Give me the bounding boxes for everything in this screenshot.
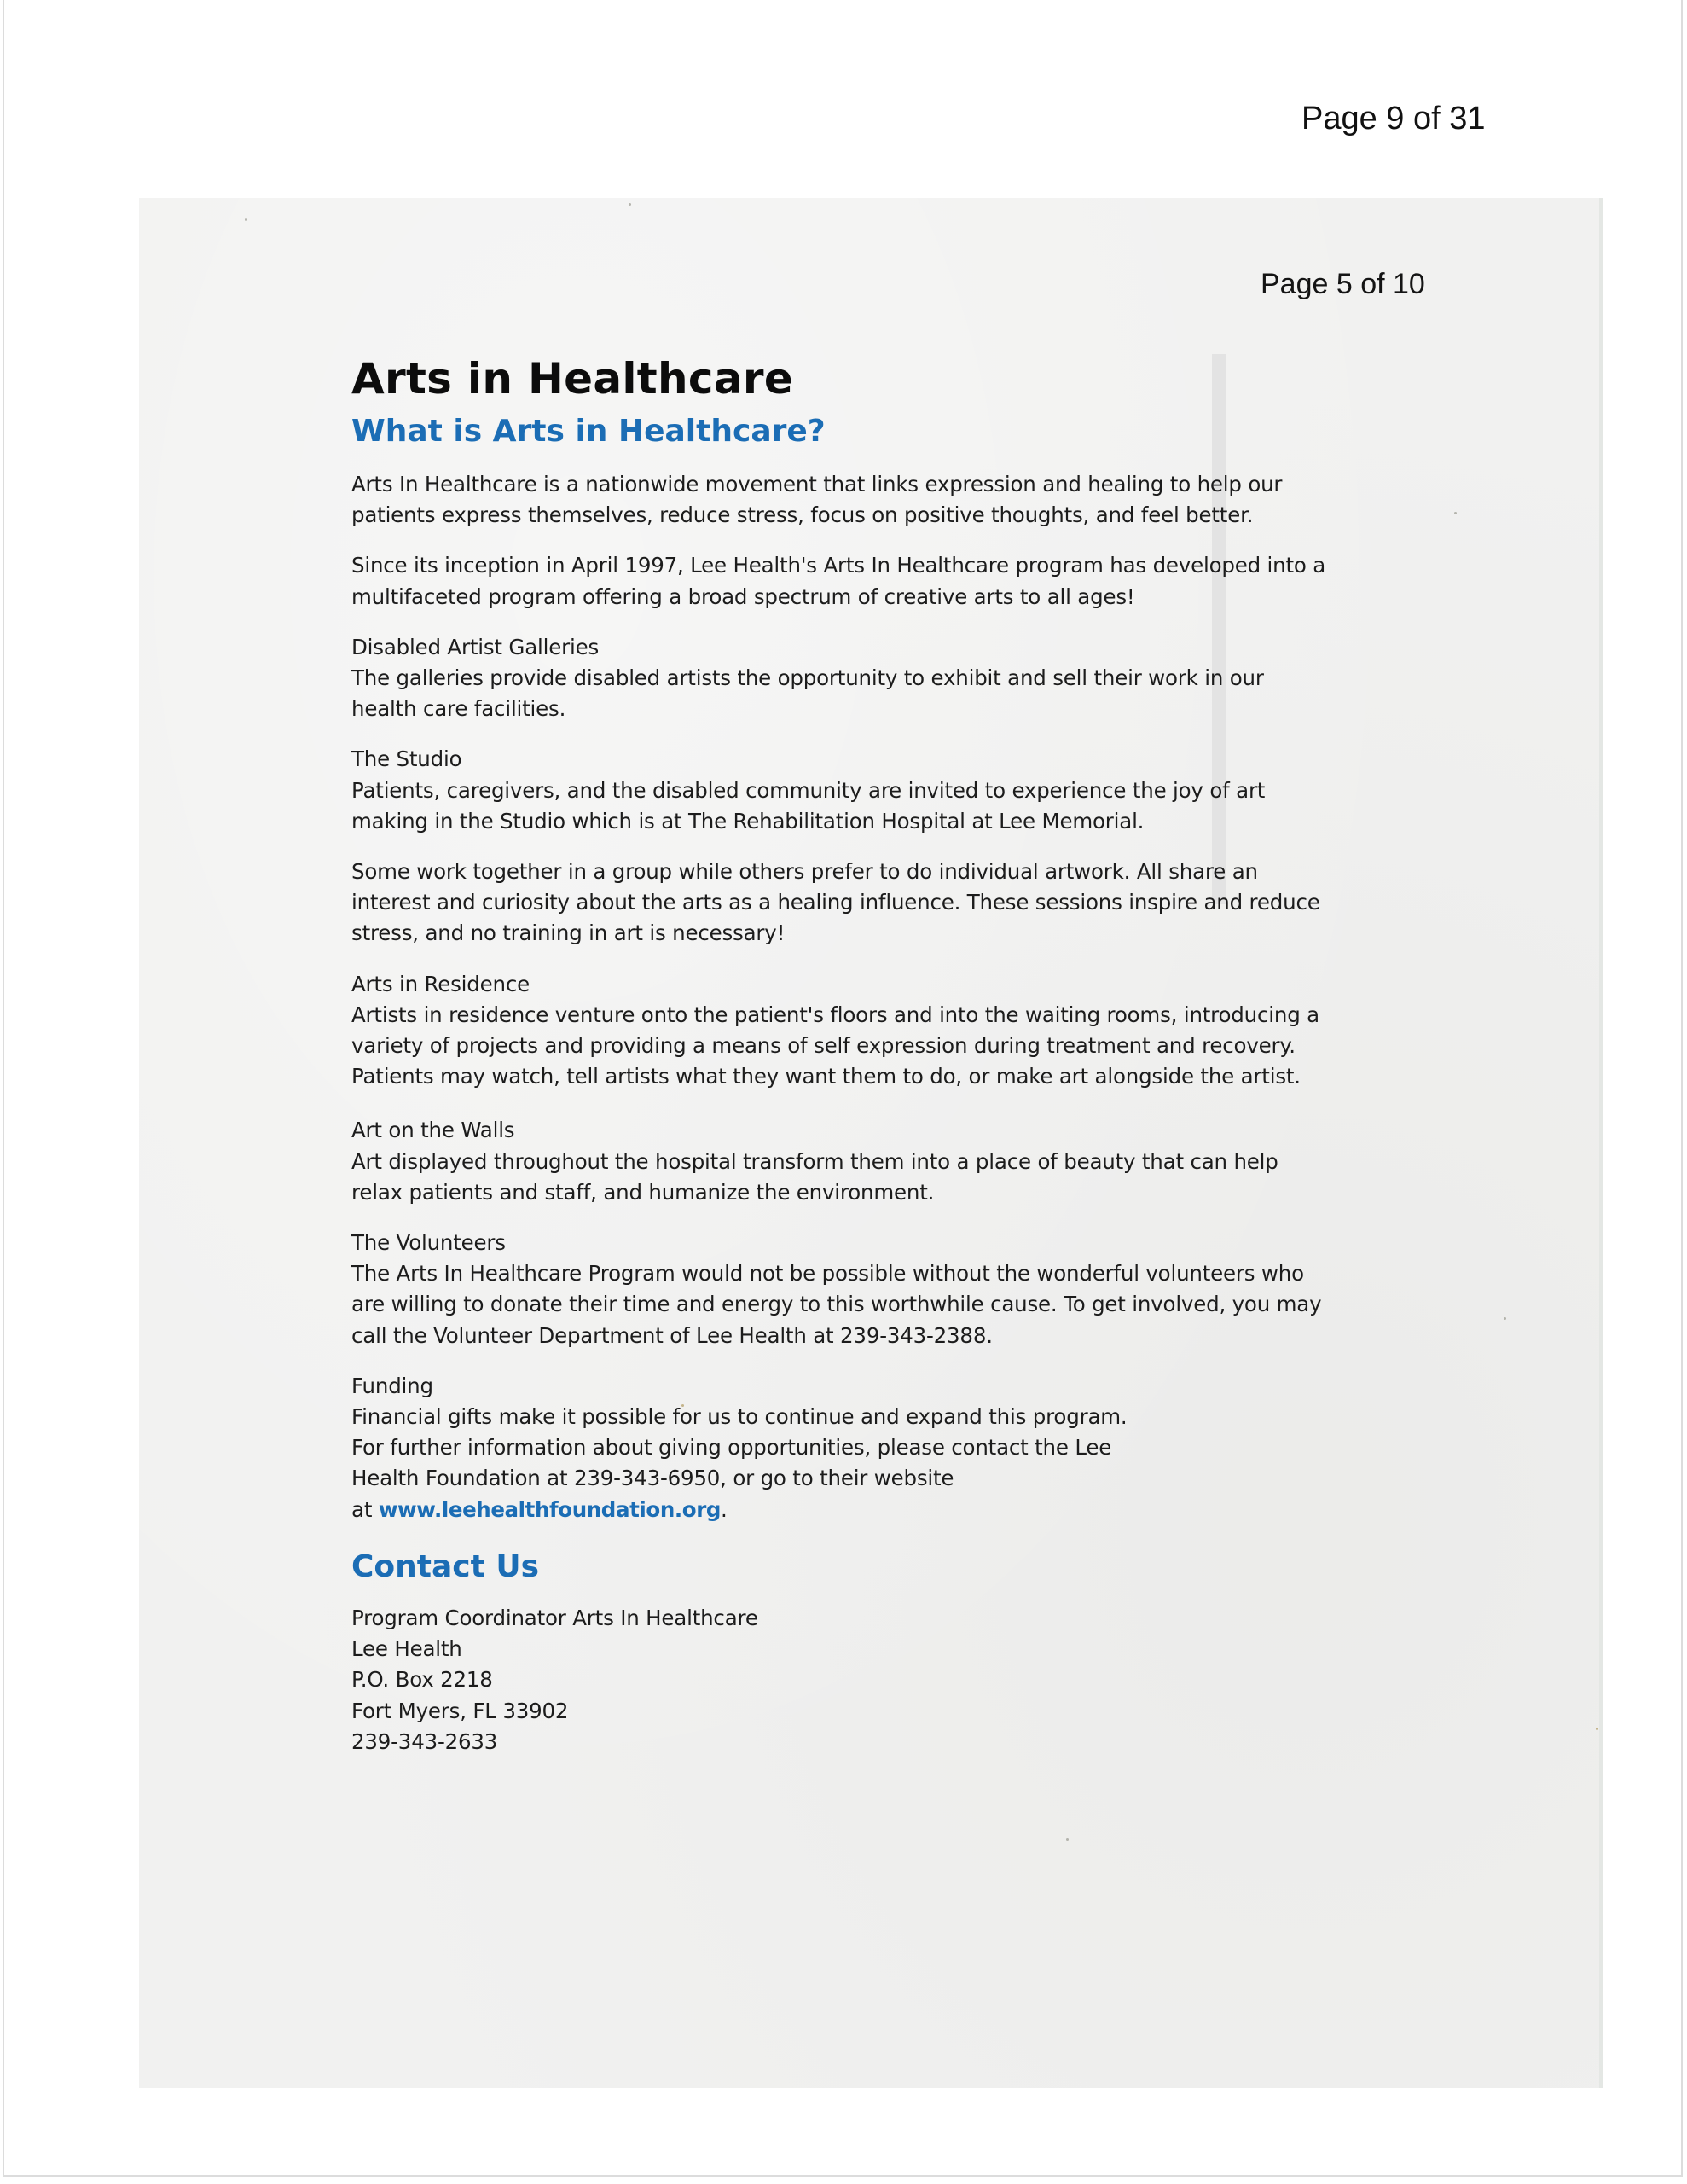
section-the-volunteers xyxy=(351,1228,1332,1351)
link-prefix: at xyxy=(351,1496,379,1522)
contact-phone: 239-343-2633 xyxy=(351,1728,498,1754)
scan-edge-shadow xyxy=(1599,198,1603,2088)
funding-line: Financial gifts make it possible for us to continue and expand this program. xyxy=(351,1404,1128,1430)
scan-speck xyxy=(629,203,631,206)
section-body: Patients, caregivers, and the disabled community are invited to experience the joy of art making in the Studio which is at The Rehabilitation Hospital at Lee Memorial. xyxy=(351,777,1266,834)
section-label: Funding xyxy=(351,1373,433,1398)
link-suffix: . xyxy=(721,1496,728,1522)
contact-line: Program Coordinator Arts In Healthcare xyxy=(351,1605,758,1630)
contact-line: P.O. Box 2218 xyxy=(351,1667,493,1693)
funding-line: For further information about giving opportunities, please contact the Lee xyxy=(351,1435,1112,1461)
section-disabled-artist-galleries xyxy=(351,632,1332,725)
section-body: Artists in residence venture onto the patient's floors and into the waiting rooms, introducing a variety of projects and providing a means of self expression during treatment and recovery. Patients may watch, tell artists what they want them to do, or make art alongside the artist. xyxy=(351,1002,1319,1089)
section-label: The Volunteers xyxy=(351,1230,506,1256)
intro-paragraph: Since its inception in April 1997, Lee Health's Arts In Healthcare program has developed into a multifaceted program offering a broad spectrum of creative arts to all ages! xyxy=(351,553,1326,609)
section-label: The Studio xyxy=(351,746,462,772)
section-heading-what-is: What is Arts in Healthcare? xyxy=(351,414,826,449)
section-body: Art displayed throughout the hospital transform them into a place of beauty that can help relax patients and staff, and humanize the environment. xyxy=(351,1148,1278,1205)
section-arts-in-residence xyxy=(351,969,1332,1093)
contact-line: Fort Myers, FL 33902 xyxy=(351,1698,569,1723)
scanned-page xyxy=(139,198,1603,2088)
scan-speck xyxy=(245,218,247,221)
section-the-studio xyxy=(351,744,1332,837)
intro-paragraph: Arts In Healthcare is a nationwide movement that links expression and healing to help our patients express themselves, reduce stress, focus on positive thoughts, and feel better. xyxy=(351,472,1283,528)
section-body: The Arts In Healthcare Program would not be possible without the wonderful volunteers who are willing to donate their time and energy to this worthwhile cause. To get involved, you may call the Volunteer Department of Lee Health at 239-343-2388. xyxy=(351,1261,1322,1348)
section-label: Arts in Residence xyxy=(351,971,530,996)
funding-link-line xyxy=(351,1495,1332,1525)
section-label: Art on the Walls xyxy=(351,1118,515,1143)
scan-speck xyxy=(1596,1728,1598,1730)
document-title: Arts in Healthcare xyxy=(351,354,794,404)
contact-address xyxy=(351,1603,1332,1757)
contact-line: Lee Health xyxy=(351,1636,462,1662)
scan-speck xyxy=(1066,1838,1069,1841)
section-funding xyxy=(351,1371,1332,1525)
foundation-website-link[interactable]: www.leehealthfoundation.org xyxy=(378,1496,722,1522)
scan-speck xyxy=(1504,1317,1506,1320)
section-label: Disabled Artist Galleries xyxy=(351,634,600,659)
section-art-on-the-walls xyxy=(351,1115,1332,1208)
viewer-page-indicator: Page 9 of 31 xyxy=(1301,101,1486,136)
section-body: The galleries provide disabled artists the opportunity to exhibit and sell their work in our health care facilities. xyxy=(351,665,1264,722)
document-page-indicator: Page 5 of 10 xyxy=(1261,268,1425,300)
contact-us-heading: Contact Us xyxy=(351,1548,540,1584)
scan-speck xyxy=(1454,512,1457,514)
section-body-continued: Some work together in a group while others prefer to do individual artwork. All share an interest and curiosity about the arts as a healing influence. These sessions inspire and reduce stress, and no training in art is necessary! xyxy=(351,859,1320,946)
document-content xyxy=(351,351,1332,1757)
funding-line: Health Foundation at 239-343-6950, or go to their website xyxy=(351,1466,954,1491)
